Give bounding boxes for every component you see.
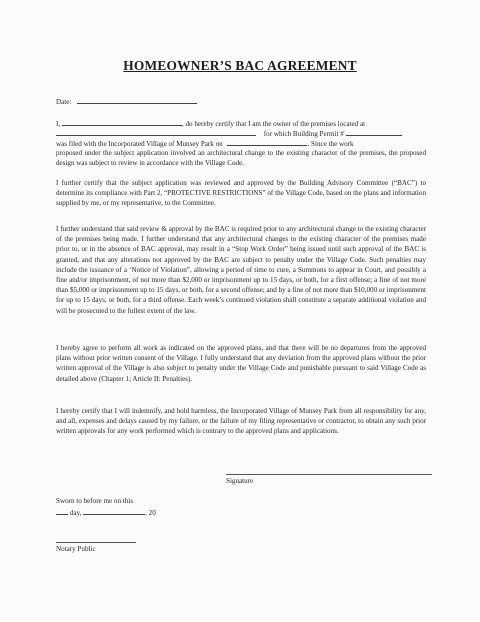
since-text: . Since the work (307, 140, 354, 148)
paragraph-agreement: I hereby agree to perform all work as indicated on the approved plans, and that there will be no departures from the approved plans without prior written consent of the Village. I fully understand that any deviation from the approved plans without the prior written approval of the Village is also subject to penalty under the Village Code and punishable pursuant to said Village Code as detailed above (Chapter 1; Article II: Penalties). (56, 344, 426, 383)
paragraph-penalties: I further understand that said review & approval by the BAC is required prior to any architectural change to the existing character of the premises being made. I further understand that any architectural changes to the existing character of the premises made prior to, or in the absence of BAC approval, may result in a “Stop Work Order” being issued until such approval of the BAC is granted, and that any alterations not approved by the BAC are subject to penalty under the Village Code. Such penalties may include the issuance of a ‘Notice of Violation”, allowing a period of time to cure, a Summons to appear in Court, and possibly a fine and/or imprisonment, of not more than $2,000 or imprisonment up to 15 days, or both, for a first offense; a fine of not more than $5,000 or imprisonment up to 15 days, or both, for a second offense; and by a fine of not more than $10,000 or imprisonment for up to 15 days, or both, for a third offense. Each week’s continued violation shall constitute a separate additional violation and will be prosecuted to the fullest extent of the law. (56, 225, 426, 315)
signature-label: Signature (226, 477, 254, 485)
paragraph-indemnify: I hereby certify that I will indemnify, and hold harmless, the Incorporated Village of Munsey Park from all responsibility for any, and all, expenses and delays caused by my failure, or the failure of my filing representative or contractor, to obtain any such prior written approvals for any work performed which is contrary to the approved plans and applications. (56, 407, 426, 436)
sworn-year-label: , 20 (145, 509, 156, 517)
sworn-day-field[interactable] (56, 507, 68, 515)
date-label: Date: (56, 98, 72, 106)
permit-label: for which Building Permit # (263, 130, 344, 138)
sworn-line-2 (56, 507, 156, 518)
sworn-month-field[interactable] (83, 507, 145, 515)
document-title: HOMEOWNER’S BAC AGREEMENT (123, 58, 357, 73)
sworn-day-label: day, (69, 509, 82, 517)
filed-date-field[interactable] (227, 138, 307, 146)
certify-rest: proposed under the subject application involved an architectural change to the existing character of the premises, the proposed design was subject to review in accordance with the Village Code. (56, 149, 426, 168)
notary-label: Notary Public (56, 545, 96, 553)
owner-name-field[interactable] (62, 118, 182, 126)
date-field[interactable] (77, 96, 197, 104)
filed-text: was filed with the Incorporated Village of Munsey Park on (56, 140, 223, 148)
date-row (56, 96, 197, 107)
paragraph-bac-review: I further certify that the subject application was reviewed and approved by the Building Advisory Committee (“BAC”) to determine its compliance with Part 2, “PROTECTIVE RESTRICTIONS” of the Village Code, based on the plans and information supplied by me, or my representative, to the Committee. (56, 179, 426, 208)
premises-address-field[interactable] (56, 128, 256, 136)
sworn-line-1: Sworn to before me on this (56, 497, 134, 505)
notary-line[interactable] (56, 542, 136, 543)
signature-line[interactable] (226, 474, 432, 475)
certify-start: I, (56, 120, 61, 128)
permit-number-field[interactable] (346, 128, 402, 136)
certify-middle: , do hereby certify that I am the owner of the premises located at (181, 120, 366, 128)
